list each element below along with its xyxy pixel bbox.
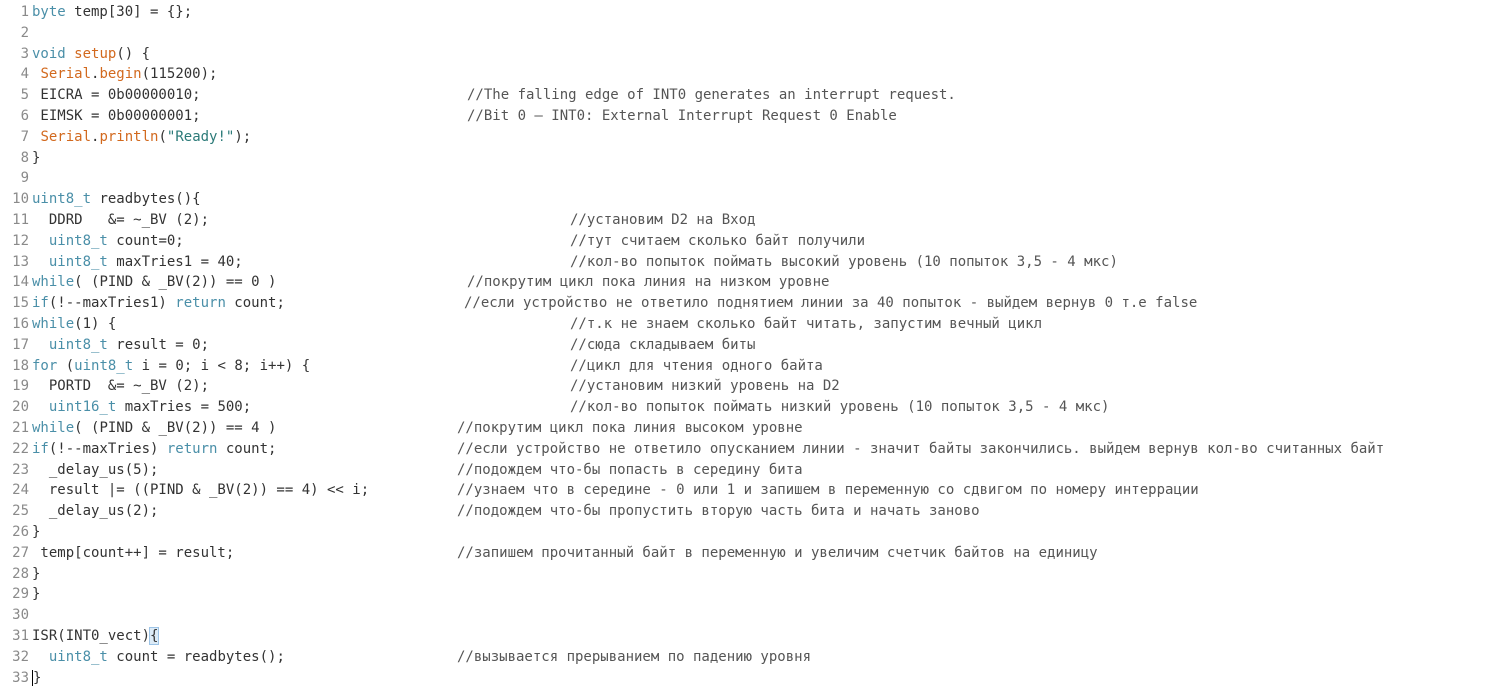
line-number: 33 [12,669,29,686]
code-text [32,480,369,501]
code-text [32,335,209,356]
code-token: count; [217,440,277,457]
code-token: } [32,565,41,582]
code-comment: //установим D2 на Вход [570,211,756,228]
code-token: EIMSK = 0b00000001; [32,107,201,124]
code-text [32,189,201,210]
line-number: 26 [12,523,29,540]
code-token: uint8_t [48,336,108,353]
code-line-13[interactable] [0,252,1499,273]
line-number: 9 [20,170,29,187]
line-number: 19 [12,378,29,395]
code-token: ( [158,128,167,145]
code-text [32,356,310,377]
code-token: byte [32,4,66,20]
code-token: () { [116,45,151,62]
line-number: 32 [12,648,29,665]
code-comment: //кол-во попыток поймать низкий уровень (10 попыток 3,5 - 4 мкс) [570,399,1110,416]
code-token: . [91,66,100,83]
code-line-4[interactable] [0,64,1499,85]
line-number: 12 [12,232,29,249]
code-line-32[interactable] [0,647,1499,668]
code-text [32,2,192,23]
code-token: } [32,149,41,166]
code-line-26[interactable] [0,522,1499,543]
code-token: for [32,357,58,374]
code-token: begin [99,66,142,83]
code-line-24[interactable] [0,480,1499,501]
code-comment: //узнаем что в середине - 0 или 1 и запишем в переменную со сдвигом по номеру интеррации [457,482,1199,499]
code-line-8[interactable] [0,148,1499,169]
code-token: (!--maxTries1) [48,295,176,312]
code-text [32,543,234,564]
code-line-25[interactable] [0,501,1499,522]
line-number: 3 [20,45,29,62]
line-number: 10 [12,191,29,208]
code-line-18[interactable] [0,356,1499,377]
code-token: uint16_t [48,399,117,416]
code-line-22[interactable] [0,439,1499,460]
code-token: Serial [40,66,92,83]
code-token: uint8_t [48,253,108,270]
line-number: 1 [20,4,29,20]
code-line-3[interactable] [0,44,1499,65]
code-token: ( (PIND & _BV(2)) == 0 ) [74,274,277,291]
code-token: i = 0; i < 8; i++) { [133,357,311,374]
code-comment: //т.к не знаем сколько байт читать, запустим вечный цикл [570,315,1043,332]
line-number: 25 [12,503,29,520]
code-text [32,626,158,647]
code-comment: //Bit 0 – INT0: External Interrupt Request 0 Enable [467,107,897,124]
code-comment: //установим низкий уровень на D2 [570,378,840,395]
code-text [32,397,251,418]
code-text [32,376,209,397]
code-line-30[interactable] [0,605,1499,626]
line-number: 16 [12,315,29,332]
code-token: (1) { [74,315,117,332]
code-line-19[interactable] [0,376,1499,397]
code-text [32,210,209,231]
code-text [32,522,40,543]
code-token: ( (PIND & _BV(2)) == 4 ) [74,419,277,436]
code-token: maxTries1 = 40; [107,253,243,270]
line-number: 30 [12,607,29,624]
cursor-bracket: } [33,669,42,686]
line-number: 24 [12,482,29,499]
code-token: println [99,128,159,145]
code-token: temp[count++] = result; [32,544,235,561]
code-line-15[interactable] [0,293,1499,314]
code-line-29[interactable] [0,584,1499,605]
code-token: readbytes(){ [91,191,201,208]
code-token: count=0; [107,232,184,249]
code-comment: //подождем что-бы пропустить вторую часть бита и начать заново [457,503,980,520]
code-text [32,314,116,335]
code-token [32,233,49,249]
line-number: 15 [12,295,29,312]
code-text [32,293,285,314]
code-token: count; [225,295,285,312]
code-token: _delay_us(2); [32,503,159,520]
code-line-1[interactable] [0,2,1499,23]
code-token: . [91,128,100,145]
code-token [32,337,49,353]
code-text [32,647,285,668]
code-token: Serial [40,128,92,145]
code-line-27[interactable] [0,543,1499,564]
line-number: 18 [12,357,29,374]
code-text [32,127,251,148]
code-line-9[interactable] [0,168,1499,189]
line-number: 23 [12,461,29,478]
code-comment: //если устройство не ответило опусканием линии - значит байты закончились. выйдем вернув кол-во считанных байт [457,440,1385,457]
code-text [32,106,201,127]
code-line-20[interactable] [0,397,1499,418]
code-line-16[interactable] [0,314,1499,335]
line-number: 8 [20,149,29,166]
code-token: (115200); [141,66,218,83]
code-text [32,668,41,689]
code-token: ISR(INT0_vect) [32,627,151,644]
line-number: 28 [12,565,29,582]
code-token: if [32,440,49,457]
code-line-6[interactable] [0,106,1499,127]
code-text [32,231,184,252]
code-token: ( [57,357,75,374]
code-comment: //покрутим цикл пока линия высоком уровне [457,419,803,436]
code-token: maxTries = 500; [116,399,252,416]
code-lines [0,2,1499,688]
code-text [32,439,276,460]
line-number: 31 [12,627,29,644]
code-comment: //вызывается прерыванием по падению уровня [457,648,812,665]
code-line-21[interactable] [0,418,1499,439]
code-comment: //запишем прочитанный байт в переменную и увеличим счетчик байтов на единицу [457,544,1098,561]
code-token: uint8_t [48,232,108,249]
line-number: 2 [20,24,29,41]
line-number: 7 [20,128,29,145]
line-number: 4 [20,66,29,83]
code-token: return [175,295,226,312]
code-token: if [32,295,49,312]
code-token: return [166,440,218,457]
code-line-10[interactable] [0,189,1499,210]
line-number: 6 [20,107,29,124]
code-text [32,85,201,106]
code-line-11[interactable] [0,210,1499,231]
code-line-7[interactable] [0,127,1499,148]
code-text [32,272,276,293]
code-token: } [32,586,41,603]
code-line-33[interactable] [0,668,1499,689]
line-number: 22 [12,440,29,457]
code-comment: //The falling edge of INT0 generates an interrupt request. [467,87,956,104]
code-token: ); [234,128,252,145]
line-number: 17 [12,336,29,353]
code-token: while [32,315,75,332]
code-token: while [32,274,75,291]
code-comment: //если устройство не ответило поднятием линии за 40 попыток - выйдем вернув 0 т.е false [464,295,1198,312]
code-token: uint8_t [32,191,92,208]
code-line-2[interactable] [0,23,1499,44]
code-comment: //подождем что-бы попасть в середину бита [457,461,803,478]
line-number: 11 [12,211,29,228]
code-line-17[interactable] [0,335,1499,356]
code-token: (!--maxTries) [48,440,167,457]
code-comment: //тут считаем сколько байт получили [570,232,866,249]
code-token: result |= ((PIND & _BV(2)) == 4) << i; [32,482,370,499]
code-comment: //покрутим цикл пока линия на низком уровне [467,274,830,291]
code-text [32,64,217,85]
code-token: } [32,523,41,540]
code-token [66,46,74,62]
code-token: result = 0; [107,336,210,353]
line-number: 13 [12,253,29,270]
code-token: setup [74,45,117,62]
code-line-23[interactable] [0,460,1499,481]
code-text [32,501,158,522]
code-token: PORTD &= ~_BV (2); [32,378,210,395]
code-line-12[interactable] [0,231,1499,252]
line-number: 5 [20,87,29,104]
code-text [32,584,40,605]
code-line-5[interactable] [0,85,1499,106]
code-token: uint8_t [74,357,134,374]
line-number: 27 [12,544,29,561]
code-text [32,252,243,273]
code-token: DDRD &= ~_BV (2); [32,211,210,228]
code-text [32,460,158,481]
code-text [32,418,276,439]
code-token: count = readbytes(); [107,648,285,665]
code-line-31[interactable] [0,626,1499,647]
code-token [32,649,49,665]
code-text [32,148,40,169]
code-line-14[interactable] [0,272,1499,293]
code-token: void [32,45,66,62]
code-text [32,44,150,65]
code-text [32,564,40,585]
line-number: 29 [12,586,29,603]
code-token: uint8_t [48,648,108,665]
matched-bracket: { [150,627,159,644]
line-number: 20 [12,399,29,416]
code-token: "Ready!" [166,128,235,145]
code-line-28[interactable] [0,564,1499,585]
code-token: temp[30] = {}; [65,4,193,20]
code-token: while [32,419,75,436]
code-token: EICRA = 0b00000010; [32,87,201,104]
code-comment: //кол-во попыток поймать высокий уровень (10 попыток 3,5 - 4 мкс) [570,253,1118,270]
line-number: 14 [12,274,29,291]
code-token [32,399,49,415]
code-token [32,254,49,270]
code-token: _delay_us(5); [32,461,159,478]
line-number: 21 [12,419,29,436]
code-comment: //цикл для чтения одного байта [570,357,823,374]
code-comment: //сюда складываем биты [570,336,756,353]
